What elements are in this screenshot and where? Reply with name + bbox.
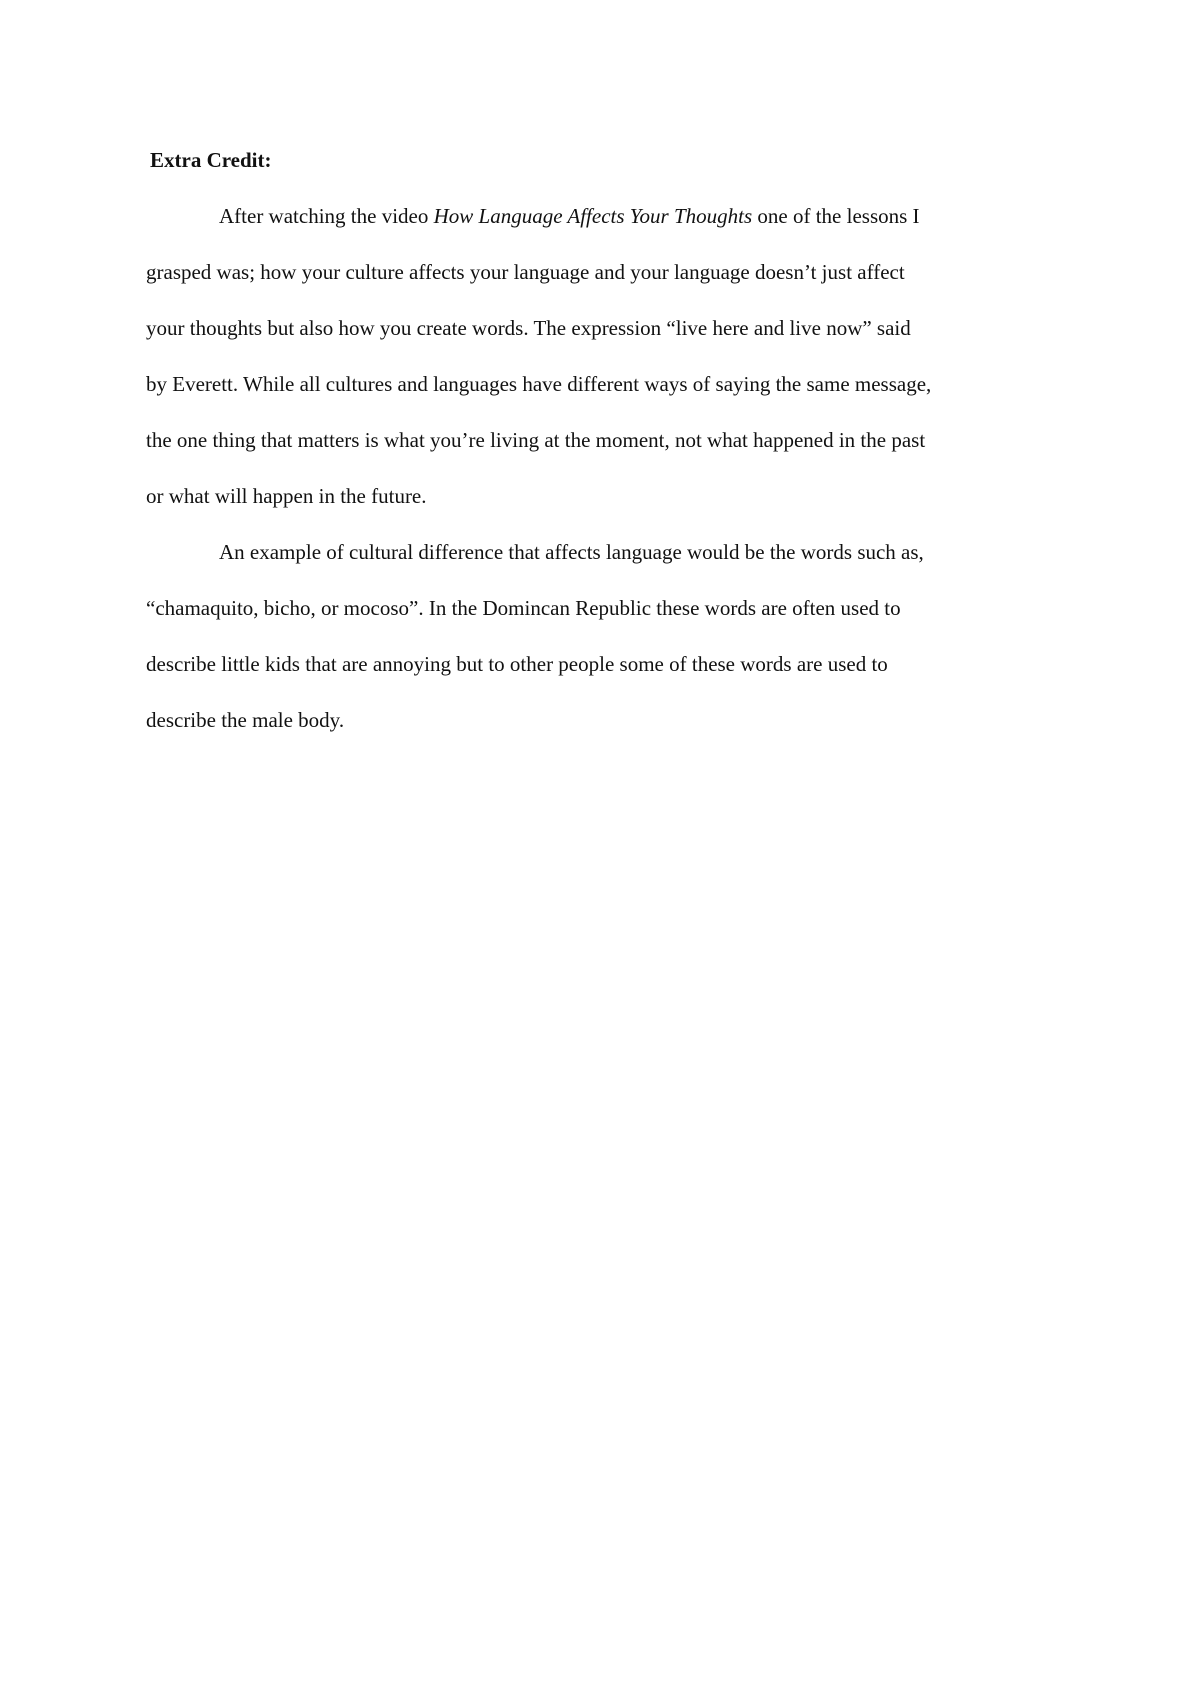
- document-heading: Extra Credit:: [150, 148, 272, 172]
- paragraph-1-line-1: [219, 202, 920, 230]
- paragraph-2-line-2: “chamaquito, bicho, or mocoso”. In the Domincan Republic these words are often used to: [146, 596, 901, 620]
- video-title: How Language Affects Your Thoughts: [433, 204, 753, 228]
- paragraph-1-line-6: or what will happen in the future.: [146, 484, 427, 508]
- paragraph-1-line-4: by Everett. While all cultures and languages have different ways of saying the same message,: [146, 372, 932, 396]
- paragraph-2-line-1: An example of cultural difference that affects language would be the words such as,: [219, 540, 924, 564]
- paragraph-1-line-2: grasped was; how your culture affects your language and your language doesn’t just affect: [146, 260, 905, 284]
- paragraph-1-line-3: your thoughts but also how you create words. The expression “live here and live now” said: [146, 316, 911, 340]
- paragraph-1-line-5: the one thing that matters is what you’re living at the moment, not what happened in the past: [146, 428, 926, 452]
- paragraph-1-line-1-end: one of the lessons I: [752, 204, 920, 228]
- paragraph-2-line-3: describe little kids that are annoying but to other people some of these words are used to: [146, 652, 888, 676]
- paragraph-2-line-4: describe the male body.: [146, 708, 345, 732]
- paragraph-1-line-1-start: After watching the video: [219, 204, 434, 228]
